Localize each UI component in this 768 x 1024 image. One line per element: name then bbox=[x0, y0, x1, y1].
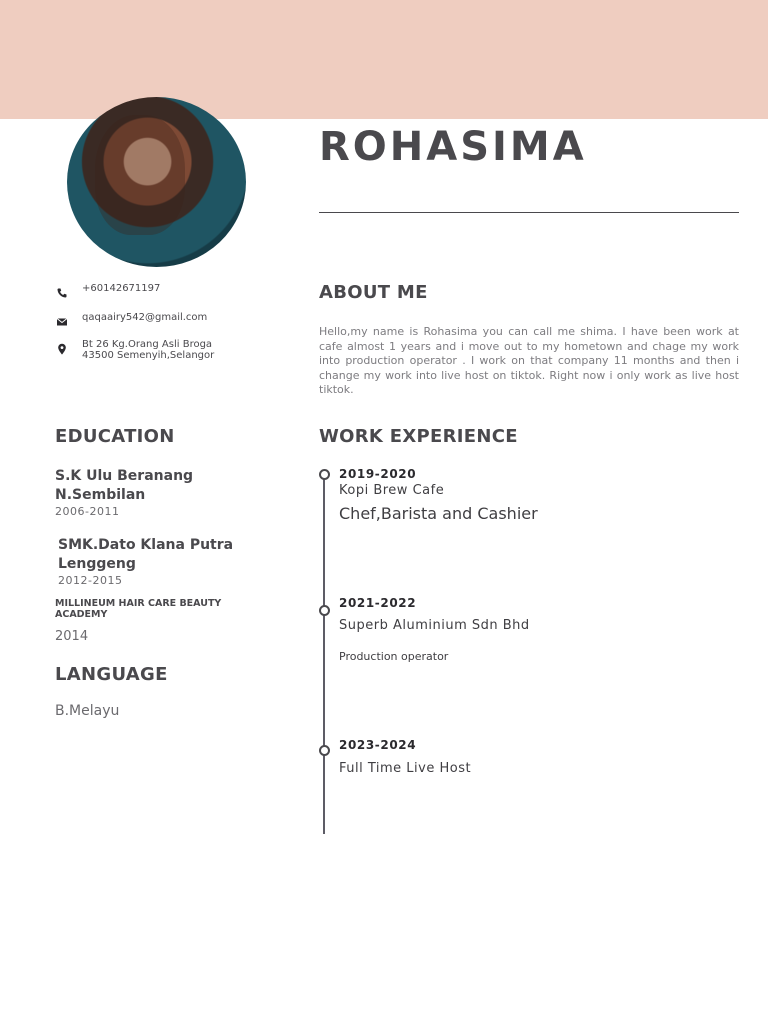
work-company-2: Superb Aluminium Sdn Bhd bbox=[339, 618, 530, 633]
about-text: Hello,my name is Rohasima you can call me shima. I have been work at cafe almost 1 years and i move out to my hometown and chage my work into production operator . I work on that company 11 months and then i change my work into live host on tiktok. Right now i only work as live host tiktok. bbox=[319, 325, 739, 397]
work-role-1: Chef,Barista and Cashier bbox=[339, 504, 538, 523]
work-years-2: 2021-2022 bbox=[339, 596, 417, 610]
work-company-3: Full Time Live Host bbox=[339, 761, 472, 776]
work-role-2: Production operator bbox=[339, 650, 449, 663]
phone-number: +60142671197 bbox=[82, 283, 161, 294]
profile-photo bbox=[67, 97, 246, 267]
location-pin-icon bbox=[56, 340, 68, 352]
education-school-2: SMK.Dato Klana Putra Lenggeng bbox=[58, 537, 234, 572]
work-title: WORK EXPERIENCE bbox=[319, 426, 518, 447]
language-title: LANGUAGE bbox=[55, 664, 168, 685]
contact-address bbox=[56, 339, 214, 361]
education-years-2: 2012-2015 bbox=[58, 574, 123, 587]
timeline-dot-2 bbox=[319, 605, 330, 616]
timeline-line bbox=[323, 476, 325, 834]
mail-icon bbox=[56, 313, 68, 325]
phone-icon bbox=[56, 284, 68, 296]
work-years-3: 2023-2024 bbox=[339, 738, 417, 752]
education-school-3: MILLINEUM HAIR CARE BEAUTY ACADEMY bbox=[55, 598, 222, 620]
about-title: ABOUT ME bbox=[319, 282, 428, 303]
email-address: qaqaairy542@gmail.com bbox=[82, 312, 208, 323]
education-years-1: 2006-2011 bbox=[55, 505, 120, 518]
timeline-dot-3 bbox=[319, 745, 330, 756]
education-school-1: S.K Ulu Beranang N.Sembilan bbox=[55, 468, 194, 503]
name-divider bbox=[319, 212, 739, 213]
timeline-dot-1 bbox=[319, 469, 330, 480]
contact-email bbox=[56, 312, 207, 325]
address: Bt 26 Kg.Orang Asli Broga 43500 Semenyih,Selangor bbox=[82, 339, 215, 361]
work-company-1: Kopi Brew Cafe bbox=[339, 483, 445, 498]
work-years-1: 2019-2020 bbox=[339, 467, 417, 481]
contact-phone bbox=[56, 283, 160, 296]
language-value: B.Melayu bbox=[55, 703, 120, 719]
education-title: EDUCATION bbox=[55, 426, 175, 447]
header-band bbox=[0, 0, 768, 119]
candidate-name: ROHASIMA bbox=[319, 124, 587, 170]
education-years-3: 2014 bbox=[55, 629, 89, 644]
